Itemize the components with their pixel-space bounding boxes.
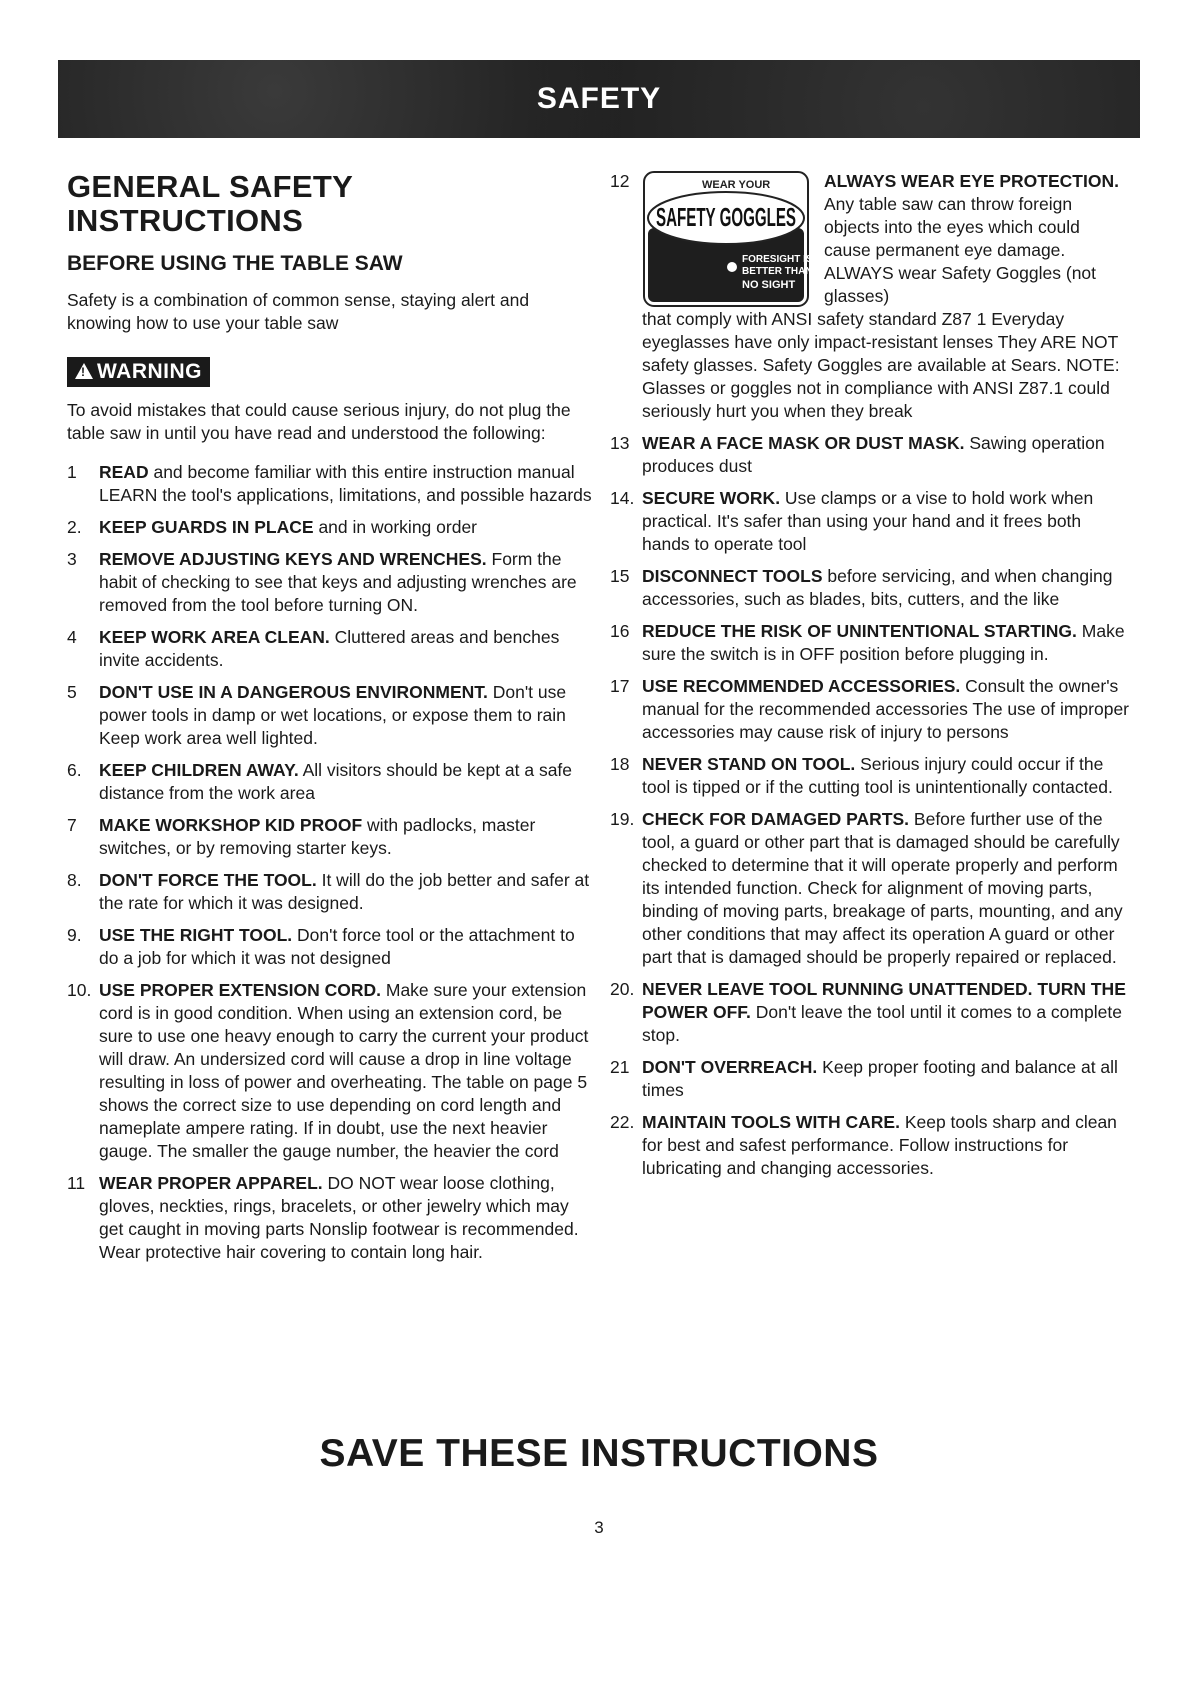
save-instructions-heading: SAVE THESE INSTRUCTIONS	[319, 1432, 879, 1475]
rule-lead: WEAR A FACE MASK OR DUST MASK.	[642, 433, 965, 453]
right-rules-list	[610, 432, 1130, 1180]
rule-item	[67, 1172, 592, 1264]
rule-text: with padlocks, master switches, or by removing starter keys.	[99, 815, 536, 859]
list-number: 3	[67, 549, 77, 570]
rule-lead: DON'T OVERREACH.	[642, 1057, 818, 1077]
left-rules-list	[67, 461, 592, 1264]
list-number: 6.	[67, 760, 82, 781]
list-number: 1	[67, 462, 77, 483]
rule-item	[67, 924, 592, 970]
section-heading: GENERAL SAFETY INSTRUCTIONS	[67, 169, 353, 239]
list-number: 16	[610, 621, 630, 641]
svg-text:WEAR YOUR: WEAR YOUR	[702, 179, 771, 191]
rule-item	[610, 565, 1130, 611]
rule-text: Don't leave the tool until it comes to a complete stop.	[642, 1002, 1122, 1045]
section-subheading: BEFORE USING THE TABLE SAW	[67, 252, 403, 276]
rule-item	[67, 516, 592, 539]
list-number: 18	[610, 754, 630, 774]
rule-text: Sawing operation produces dust	[642, 433, 1105, 476]
rule-lead: KEEP GUARDS IN PLACE	[99, 517, 314, 538]
rule-text: Use clamps or a vise to hold work when practical. It's safer than using your hand and it frees both hands to operate tool	[642, 488, 1094, 554]
list-number: 22.	[610, 1112, 635, 1132]
rule-item	[610, 753, 1130, 799]
rule-item	[67, 548, 592, 617]
rule-item	[67, 461, 592, 507]
svg-text:BETTER THAN: BETTER THAN	[742, 266, 813, 277]
rule-text: All visitors should be kept at a safe distance from the work area	[99, 760, 573, 804]
rule-lead: CHECK FOR DAMAGED PARTS.	[642, 809, 910, 829]
list-number: 19.	[610, 809, 635, 829]
rule-item	[610, 1056, 1130, 1102]
rule-lead: KEEP WORK AREA CLEAN.	[99, 627, 330, 648]
rule-text: Don't force tool or the attachment to do a job for which it was not designed	[99, 925, 575, 969]
rule-lead: MAINTAIN TOOLS WITH CARE.	[642, 1112, 900, 1132]
rule-item	[67, 814, 592, 860]
svg-text:NO SIGHT: NO SIGHT	[742, 279, 796, 291]
rule-item	[610, 675, 1130, 744]
rule-12-text: ALWAYS WEAR EYE PROTECTION. Any table saw can throw foreign objects into the eyes which could cause permanent eye damage. ALWAYS wear Safety Goggles (not glasses)	[824, 171, 1119, 306]
rule-text: Consult the owner's manual for the recommended accessories The use of improper accessories may cause risk of injury to persons	[642, 676, 1130, 742]
svg-text:FORESIGHT IS: FORESIGHT IS	[742, 254, 813, 265]
rule-lead: REMOVE ADJUSTING KEYS AND WRENCHES.	[99, 549, 487, 570]
rule-item	[67, 979, 592, 1163]
rule-item	[610, 487, 1130, 556]
rule-text: Keep proper footing and balance at all times	[642, 1057, 1118, 1100]
svg-text:SAFETY GOGGLES: SAFETY GOGGLES	[656, 202, 796, 232]
list-number: 11	[67, 1173, 86, 1194]
list-number: 5	[67, 682, 77, 703]
page-number: 3	[594, 1518, 604, 1537]
rule-item	[67, 869, 592, 915]
rule-text: Serious injury could occur if the tool is tipped or if the cutting tool is unintentionally contacted.	[642, 754, 1113, 797]
rule-item	[67, 759, 592, 805]
rule-text: Make sure your extension cord is in good condition. When using an extension cord, be sure to use one heavy enough to carry the current your product will draw. An undersized cord will cause a drop in line voltage resulting in loss of power and overheating. The table on page 5 shows the correct size to use depending on cord length and nameplate ampere rating. If in doubt, use the next heavier gauge. The smaller the gauge number, the heavier the cord	[99, 980, 589, 1162]
safety-banner	[58, 60, 1140, 138]
list-number: 13	[610, 433, 630, 453]
rule-item	[610, 1111, 1130, 1180]
rule-lead: READ	[99, 462, 149, 483]
rule-item	[610, 620, 1130, 666]
rule-item	[67, 626, 592, 672]
left-column	[67, 170, 592, 1273]
rule-text: and become familiar with this entire instruction manual LEARN the tool's applications, limitations, and possible hazards	[99, 462, 592, 506]
rule-text: Don't use power tools in damp or wet locations, or expose them to rain Keep work area well lighted.	[99, 682, 567, 749]
rule-12-continued: that comply with ANSI safety standard Z87 1 Everyday eyeglasses have only impact-resistant lenses They ARE NOT safety glasses. Safety Goggles are available at Sears. NOTE: Glasses or goggles not in compliance with ANSI Z87.1 could seriously hurt you when they break	[642, 309, 1120, 421]
rule-lead: MAKE WORKSHOP KID PROOF	[99, 815, 363, 836]
rule-lead: NEVER STAND ON TOOL.	[642, 754, 856, 774]
rule-item	[610, 978, 1130, 1047]
rule-lead: DON'T FORCE THE TOOL.	[99, 870, 317, 891]
rule-item	[610, 808, 1130, 969]
banner-title: SAFETY	[536, 82, 662, 115]
rule-lead: USE THE RIGHT TOOL.	[99, 925, 293, 946]
warning-text: To avoid mistakes that could cause serious injury, do not plug the table saw in until you have read and understood the following:	[67, 400, 571, 444]
rule-text: It will do the job better and safer at the rate for which it was designed.	[99, 870, 590, 914]
list-number: 20.	[610, 979, 635, 999]
rule-text: Make sure the switch is in OFF position before plugging in.	[642, 621, 1125, 664]
rule-item	[67, 681, 592, 750]
list-number: 12	[610, 171, 630, 191]
rule-text: before servicing, and when changing accessories, such as blades, bits, cutters, and the like	[642, 566, 1113, 609]
rule-item	[610, 432, 1130, 478]
list-number: 4	[67, 627, 77, 648]
rule-text: Keep tools sharp and clean for best and safest performance. Follow instructions for lubricating and changing accessories.	[642, 1112, 1117, 1178]
rule-lead: NEVER LEAVE TOOL RUNNING UNATTENDED. TURN THE POWER OFF.	[642, 979, 1126, 1022]
rule-lead: REDUCE THE RISK OF UNINTENTIONAL STARTING.	[642, 621, 1077, 641]
rule-lead: KEEP CHILDREN AWAY.	[99, 760, 299, 781]
warning-icon	[75, 363, 93, 379]
right-column	[610, 170, 1130, 1189]
rule-lead: WEAR PROPER APPAREL.	[99, 1173, 323, 1194]
list-number: 2.	[67, 517, 82, 538]
rule-lead: SECURE WORK.	[642, 488, 781, 508]
rule-lead: USE PROPER EXTENSION CORD.	[99, 980, 381, 1001]
list-number: 15	[610, 566, 630, 586]
rule-12	[610, 170, 1130, 308]
list-number: 10.	[67, 980, 92, 1001]
rule-text: Cluttered areas and benches invite accidents.	[99, 627, 560, 671]
rule-lead: USE RECOMMENDED ACCESSORIES.	[642, 676, 961, 696]
rule-text: and in working order	[313, 517, 477, 538]
rule-text: Form the habit of checking to see that keys and adjusting wrenches are removed from the tool before turning ON.	[99, 549, 577, 616]
warning-label: !WARNING	[67, 357, 210, 387]
intro-paragraph: Safety is a combination of common sense, staying alert and knowing how to use your table saw	[67, 290, 530, 334]
safety-goggles-badge	[642, 170, 813, 308]
safety-goggles-icon	[642, 170, 813, 308]
rule-text: Before further use of the tool, a guard or other part that is damaged should be carefully checked to determine that it will operate properly and perform its intended function. Check for alignment of moving parts, binding of moving parts, breakage of parts, mounting, and any other conditions that may affect its operation A guard or other part that is damaged should be properly repaired or replaced.	[642, 809, 1123, 967]
list-number: 14.	[610, 488, 635, 508]
list-number: 7	[67, 815, 77, 836]
list-number: 21	[610, 1057, 630, 1077]
list-number: 17	[610, 676, 630, 696]
rule-lead: DISCONNECT TOOLS	[642, 566, 823, 586]
rule-lead: DON'T USE IN A DANGEROUS ENVIRONMENT.	[99, 682, 488, 703]
list-number: 9.	[67, 925, 82, 946]
list-number: 8.	[67, 870, 82, 891]
rule-text: DO NOT wear loose clothing, gloves, neckties, rings, bracelets, or other jewelry which may get caught in moving parts Nonslip footwear is recommended. Wear protective hair covering to contain long hair.	[99, 1173, 579, 1263]
